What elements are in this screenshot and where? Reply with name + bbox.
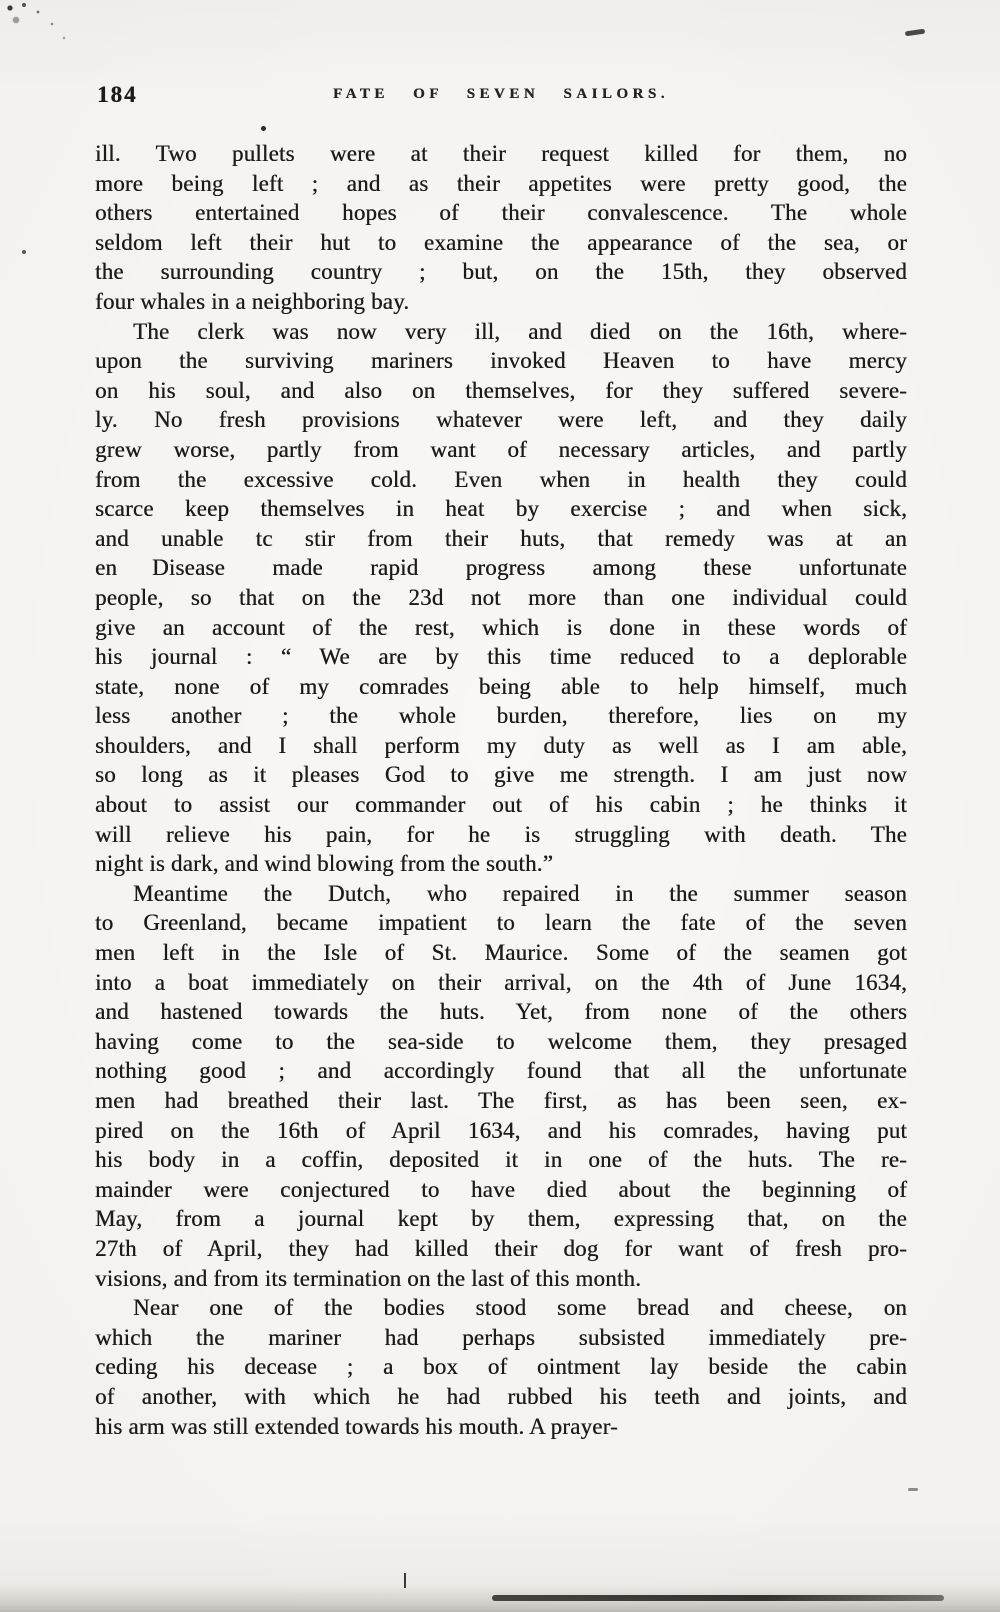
text-line: ill. Two pullets were at their request killed for them, no: [95, 141, 907, 166]
text-line: pired on the 16th of April 1634, and his comrades, having put: [95, 1117, 907, 1143]
running-title: FATE OF SEVEN SAILORS.: [333, 86, 669, 102]
text-line: having come to the sea-side to welcome them, they presaged: [95, 1028, 907, 1054]
paragraph: [95, 879, 907, 1293]
text-line: seldom left their hut to examine the appearance of the sea, or: [95, 229, 907, 255]
text-line: 27th of April, they had killed their dog for want of fresh pro-: [95, 1235, 907, 1261]
text-line: nothing good ; and accordingly found that all the unfortunate: [95, 1058, 907, 1084]
text-line: ceding his decease ; a box of ointment lay beside the cabin: [95, 1354, 907, 1380]
text-line: The clerk was now very ill, and died on the 16th, where-: [133, 318, 907, 344]
text-line: which the mariner had perhaps subsisted immediately pre-: [95, 1324, 907, 1350]
scan-artifact-bottom-shade: [0, 1584, 1000, 1612]
text-line: his journal : “ We are by this time reduced to a deplorable: [95, 644, 907, 670]
text-line: his body in a coffin, deposited it in one of the huts. The re-: [95, 1147, 907, 1173]
page-number: 184: [97, 82, 138, 107]
text-line: less another ; the whole burden, therefore, lies on my: [95, 703, 907, 729]
running-header: [95, 82, 907, 112]
text-line: visions, and from its termination on the last of this month.: [95, 1265, 642, 1291]
text-line: so long as it pleases God to give me strength. I am just now: [95, 762, 907, 788]
text-line: into a boat immediately on their arrival, on the 4th of June 1634,: [95, 969, 907, 995]
text-line: four whales in a neighboring bay.: [95, 288, 410, 314]
text-line: give an account of the rest, which is done in these words of: [95, 614, 907, 640]
scan-artifact-right-dash: [908, 1488, 918, 1491]
text-line: on his soul, and also on themselves, for they suffered severe-: [95, 377, 907, 403]
text-line: about to assist our commander out of his cabin ; he thinks it: [95, 792, 907, 818]
page-body: [95, 139, 907, 1441]
text-line: night is dark, and wind blowing from the south.”: [95, 851, 554, 877]
text-line: en Disease made rapid progress among these unfortunate: [95, 555, 907, 581]
text-line: his arm was still extended towards his mouth. A prayer-: [95, 1413, 618, 1439]
scan-artifact-top-right-dash: [905, 29, 926, 37]
scan-artifact-header-dot: [261, 126, 266, 131]
text-line: state, none of my comrades being able to help himself, much: [95, 673, 907, 699]
scan-artifact-bottom-tick: [404, 1573, 406, 1588]
text-line: grew worse, partly from want of necessary articles, and partly: [95, 436, 907, 462]
scan-artifact-margin-dot: [22, 250, 26, 254]
text-line: upon the surviving mariners invoked Heaven to have mercy: [95, 348, 907, 374]
text-line: Near one of the bodies stood some bread and cheese, on: [133, 1295, 907, 1321]
text-line: scarce keep themselves in heat by exercise ; and when sick,: [95, 496, 907, 522]
text-line: and hastened towards the huts. Yet, from none of the others: [95, 999, 907, 1025]
text-line: will relieve his pain, for he is struggling with death. The: [95, 821, 907, 847]
text-line: of another, with which he had rubbed his teeth and joints, and: [95, 1383, 907, 1409]
text-line: shoulders, and I shall perform my duty as well as I am able,: [95, 732, 907, 758]
text-line: the surrounding country ; but, on the 15th, they observed: [95, 259, 907, 285]
text-line: more being left ; and as their appetites were pretty good, the: [95, 170, 907, 196]
text-line: May, from a journal kept by them, expressing that, on the: [95, 1206, 907, 1232]
text-line: to Greenland, became impatient to learn the fate of the seven: [95, 910, 907, 936]
text-line: others entertained hopes of their convalescence. The whole: [95, 200, 907, 226]
paragraph: [95, 139, 907, 317]
text-line: mainder were conjectured to have died about the beginning of: [95, 1176, 907, 1202]
text-line: Meantime the Dutch, who repaired in the summer season: [133, 880, 907, 906]
scan-artifact-top-left-smudge: [0, 0, 90, 50]
text-line: and unable tc stir from their huts, that remedy was at an: [95, 525, 907, 551]
text-line: from the excessive cold. Even when in health they could: [95, 466, 907, 492]
paragraph: [95, 317, 907, 879]
scan-artifact-bottom-bar: [492, 1595, 944, 1601]
text-line: ly. No fresh provisions whatever were left, and they daily: [95, 407, 907, 433]
paragraph: [95, 1293, 907, 1441]
text-line: men had breathed their last. The first, as has been seen, ex-: [95, 1088, 907, 1113]
text-line: people, so that on the 23d not more than one individual could: [95, 584, 907, 610]
text-line: men left in the Isle of St. Maurice. Some of the seamen got: [95, 940, 907, 966]
